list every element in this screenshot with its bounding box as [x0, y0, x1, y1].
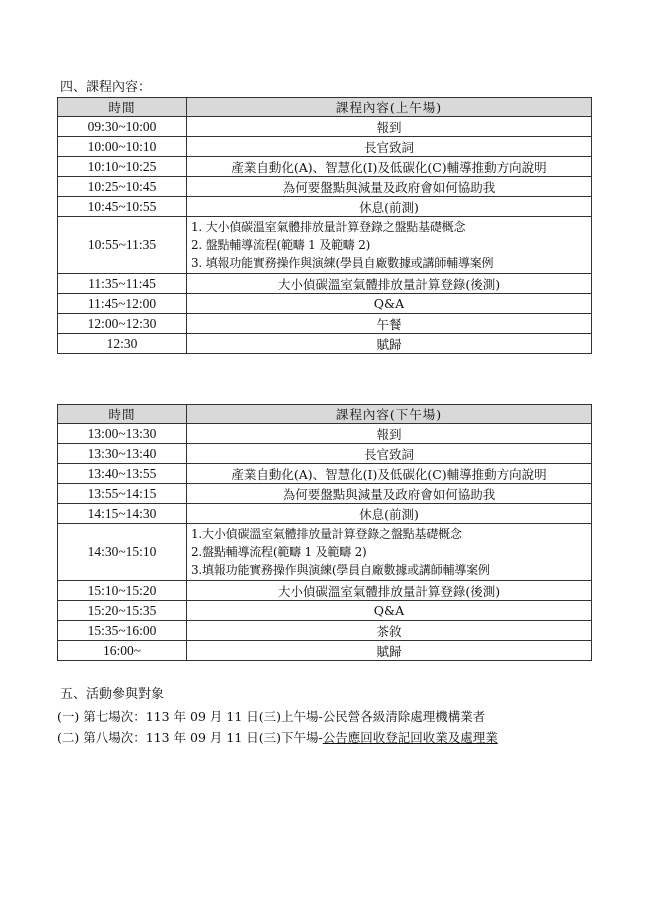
content-column-header: 課程內容(上午場)	[187, 98, 592, 117]
content-cell: 長官致詞	[187, 444, 592, 464]
content-cell: 產業自動化(A)、智慧化(I)及低碳化(C)輔導推動方向說明	[187, 157, 592, 177]
participant-item-2	[57, 727, 498, 748]
content-line: 3. 填報功能實務操作與演練(學員自廠數據或講師輔導案例	[191, 256, 494, 270]
content-line: 1. 大小偵碳溫室氣體排放量計算登錄之盤點基礎概念	[191, 220, 466, 234]
table-row	[58, 464, 592, 484]
content-cell: 為何要盤點與減量及政府會如何協助我	[187, 484, 592, 504]
table-row	[58, 444, 592, 464]
time-cell: 15:35~16:00	[58, 621, 187, 641]
table-row	[58, 117, 592, 137]
table-row	[58, 177, 592, 197]
time-cell: 13:00~13:30	[58, 424, 187, 444]
content-cell: 報到	[187, 424, 592, 444]
table-row	[58, 424, 592, 444]
content-cell: 午餐	[187, 314, 592, 334]
section-4-title: 四、課程內容：	[60, 80, 152, 95]
time-cell: 09:30~10:00	[58, 117, 187, 137]
time-cell: 14:30~15:10	[58, 524, 187, 581]
table-row	[58, 157, 592, 177]
participant-target-underlined: 公告應回收登記回收業及處理業	[322, 730, 498, 745]
table-row	[58, 294, 592, 314]
table-row	[58, 504, 592, 524]
time-cell: 13:55~14:15	[58, 484, 187, 504]
time-cell: 10:55~11:35	[58, 217, 187, 274]
time-column-header: 時間	[58, 405, 187, 424]
table-row	[58, 334, 592, 354]
content-cell: 長官致詞	[187, 137, 592, 157]
table-header-row	[58, 98, 592, 117]
time-cell: 13:40~13:55	[58, 464, 187, 484]
content-line: 1.大小偵碳溫室氣體排放量計算登錄之盤點基礎概念	[191, 527, 462, 541]
morning-schedule-body	[58, 117, 592, 354]
content-cell: 產業自動化(A)、智慧化(I)及低碳化(C)輔導推動方向說明	[187, 464, 592, 484]
content-cell: 為何要盤點與減量及政府會如何協助我	[187, 177, 592, 197]
time-column-header: 時間	[58, 98, 187, 117]
participant-session-info: (二) 第八場次：113 年 09 月 11 日(三)下午場-	[57, 730, 323, 745]
time-cell: 15:10~15:20	[58, 581, 187, 601]
time-cell: 10:25~10:45	[58, 177, 187, 197]
content-cell: 賦歸	[187, 334, 592, 354]
time-cell: 15:20~15:35	[58, 601, 187, 621]
content-line: 3.填報功能實務操作與演練(學員自廠數據或講師輔導案例	[191, 563, 490, 577]
table-row	[58, 197, 592, 217]
table-row	[58, 524, 592, 581]
content-cell	[187, 524, 592, 581]
content-cell: 休息(前測)	[187, 197, 592, 217]
time-cell: 13:30~13:40	[58, 444, 187, 464]
content-cell: 大小偵碳溫室氣體排放量計算登錄(後測)	[187, 581, 592, 601]
table-row	[58, 484, 592, 504]
time-cell: 10:10~10:25	[58, 157, 187, 177]
table-row	[58, 314, 592, 334]
time-cell: 10:00~10:10	[58, 137, 187, 157]
content-cell: 茶敘	[187, 621, 592, 641]
content-cell: Q&A	[187, 294, 592, 314]
time-cell: 12:00~12:30	[58, 314, 187, 334]
content-cell: Q&A	[187, 601, 592, 621]
time-cell: 11:45~12:00	[58, 294, 187, 314]
afternoon-schedule-body	[58, 424, 592, 661]
table-row	[58, 601, 592, 621]
participant-session-info: (一) 第七場次：113 年 09 月 11 日(三)上午場-	[57, 709, 323, 724]
content-cell: 休息(前測)	[187, 504, 592, 524]
section-5-title: 五、活動參與對象	[60, 687, 165, 702]
time-cell: 11:35~11:45	[58, 274, 187, 294]
table-row	[58, 217, 592, 274]
content-line: 2. 盤點輔導流程(範疇 1 及範疇 2)	[191, 238, 371, 252]
content-line: 2.盤點輔導流程(範疇 1 及範疇 2)	[191, 545, 367, 559]
table-header-row	[58, 405, 592, 424]
participant-target: 公民營各級清除處理機構業者	[322, 709, 486, 724]
content-column-header: 課程內容(下午場)	[187, 405, 592, 424]
time-cell: 14:15~14:30	[58, 504, 187, 524]
afternoon-schedule-table	[57, 404, 592, 661]
table-row	[58, 641, 592, 661]
table-row	[58, 621, 592, 641]
time-cell: 12:30	[58, 334, 187, 354]
time-cell: 10:45~10:55	[58, 197, 187, 217]
table-row	[58, 581, 592, 601]
table-row	[58, 137, 592, 157]
participant-item-1	[57, 706, 498, 727]
table-row	[58, 274, 592, 294]
content-cell: 賦歸	[187, 641, 592, 661]
content-cell	[187, 217, 592, 274]
morning-schedule-table	[57, 97, 592, 354]
participants-list	[57, 706, 498, 748]
content-cell: 大小偵碳溫室氣體排放量計算登錄(後測)	[187, 274, 592, 294]
content-cell: 報到	[187, 117, 592, 137]
time-cell: 16:00~	[58, 641, 187, 661]
